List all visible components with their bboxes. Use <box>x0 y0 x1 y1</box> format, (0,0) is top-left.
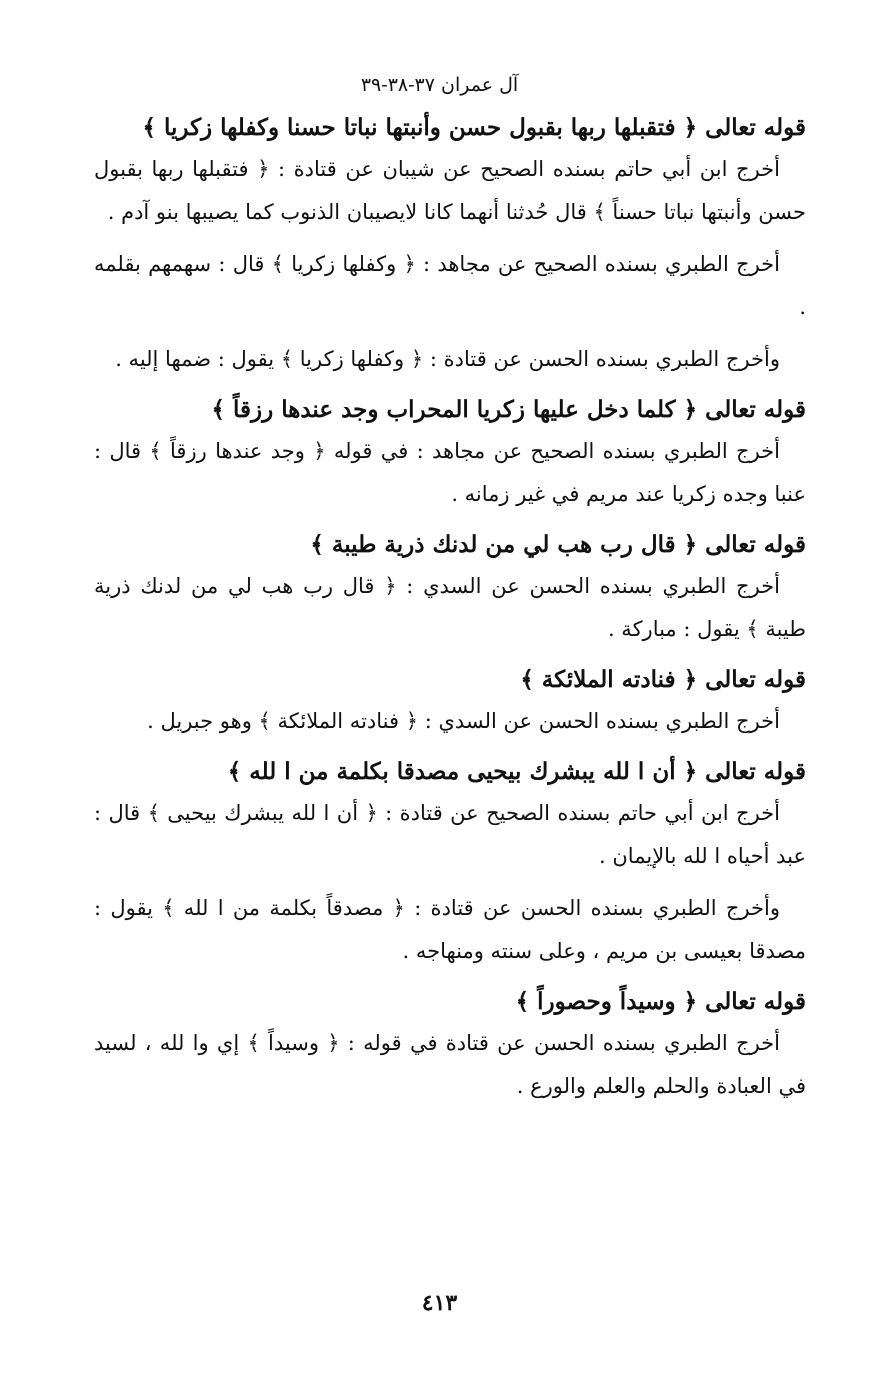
commentary-paragraph: وأخرج الطبري بسنده الحسن عن قتادة : ﴿ مصدقاً بكلمة من ا لله ﴾ يقول : مصدقا بعيسى بن مريم ، وعلى سنته ومنهاجه . <box>94 896 806 963</box>
verse-heading: قوله تعالى ﴿ كلما دخل عليها زكريا المحراب وجد عندها رزقاً ﴾ <box>211 396 806 423</box>
verse-section <box>94 390 806 516</box>
commentary-paragraph: أخرج الطبري بسنده الصحيح عن مجاهد : ﴿ وكفلها زكريا ﴾ قال : سهمهم بقلمه . <box>94 252 806 319</box>
verse-section <box>94 752 806 973</box>
verse-section <box>94 108 806 381</box>
verse-heading: قوله تعالى ﴿ أن ا لله يبشرك بيحيى مصدقا بكلمة من ا لله ﴾ <box>227 758 806 785</box>
commentary-paragraph: أخرج ابن أبي حاتم بسنده الصحيح عن شيبان عن قتادة : ﴿ فتقبلها ربها بقبول حسن وأنبتها نباتا حسناً ﴾ قال حُدثنا أنهما كانا لايصيبان الذنوب كما يصيبها بنو آدم . <box>94 157 806 224</box>
page-number: ٤١٣ <box>421 1290 458 1316</box>
verse-section <box>94 982 806 1108</box>
commentary-paragraph: أخرج الطبري بسنده الحسن عن السدي : ﴿ قال رب هب لي من لدنك ذرية طيبة ﴾ يقول : مباركة . <box>94 574 806 641</box>
commentary-paragraph: أخرج الطبري بسنده الصحيح عن مجاهد : في قوله ﴿ وجد عندها رزقاً ﴾ قال : عنبا وجده زكريا عند مريم في غير زمانه . <box>94 439 806 506</box>
verse-heading: قوله تعالى ﴿ وسيداً وحصوراً ﴾ <box>515 988 806 1015</box>
commentary-paragraph: أخرج الطبري بسنده الحسن عن السدي : ﴿ فنادته الملائكة ﴾ وهو جبريل . <box>147 709 780 733</box>
page-body <box>94 108 806 1117</box>
verse-heading: قوله تعالى ﴿ فتقبلها ربها بقبول حسن وأنبتها نباتا حسنا وكفلها زكريا ﴾ <box>142 114 806 141</box>
commentary-paragraph: وأخرج الطبري بسنده الحسن عن قتادة : ﴿ وكفلها زكريا ﴾ يقول : ضمها إليه . <box>115 347 780 371</box>
verse-section <box>94 525 806 651</box>
running-header: آل عمران ٣٧-٣٨-٣٩ <box>360 74 519 96</box>
verse-section <box>94 660 806 743</box>
commentary-paragraph: أخرج ابن أبي حاتم بسنده الصحيح عن قتادة : ﴿ أن ا لله يبشرك بيحيى ﴾ قال : عبد أحياه ا لله بالإيمان . <box>94 801 806 868</box>
verse-heading: قوله تعالى ﴿ فنادته الملائكة ﴾ <box>520 666 806 693</box>
verse-heading: قوله تعالى ﴿ قال رب هب لي من لدنك ذرية طيبة ﴾ <box>310 531 806 558</box>
commentary-paragraph: أخرج الطبري بسنده الحسن عن قتادة في قوله : ﴿ وسيداً ﴾ إي وا لله ، لسيد في العبادة والحلم والعلم والورع . <box>94 1031 806 1098</box>
